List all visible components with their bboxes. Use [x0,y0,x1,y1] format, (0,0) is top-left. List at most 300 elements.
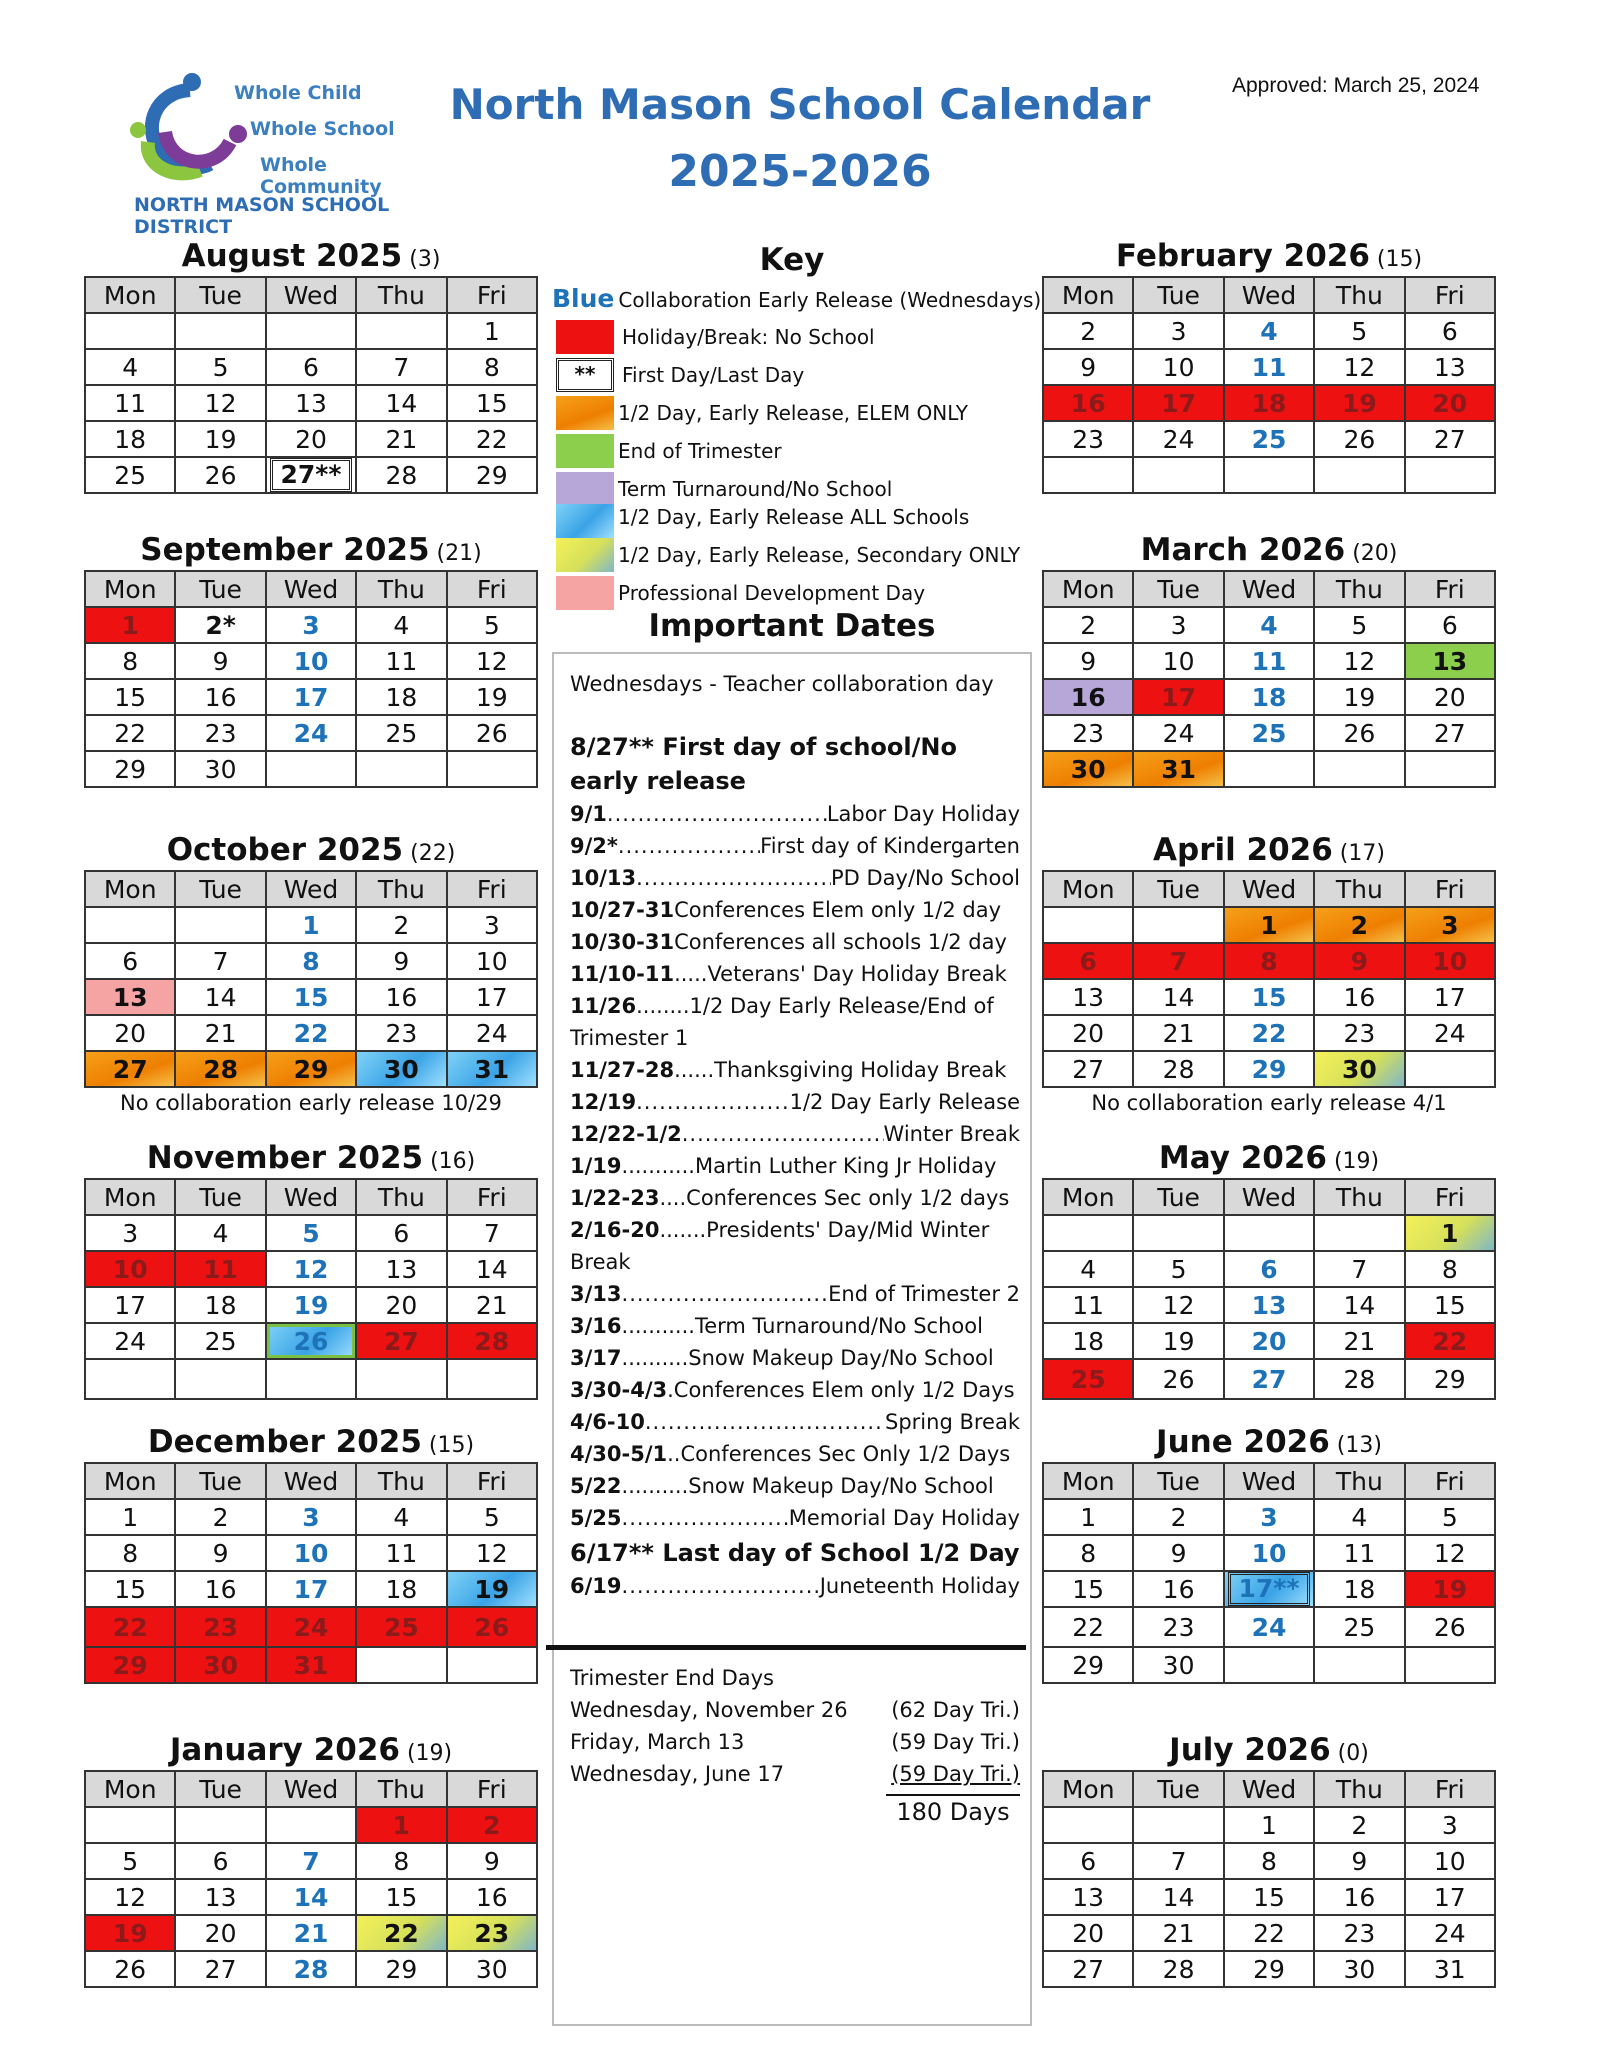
month-oct [84,830,538,1118]
day-cell: 2 [447,1807,537,1843]
month-title [84,530,538,570]
week-row [85,943,537,979]
day-cell: 11 [175,1251,265,1287]
school-day-count: (3) [402,247,441,272]
day-cell: 2 [1314,907,1404,943]
day-cell: 21 [447,1287,537,1323]
weekday-header: Tue [1133,871,1223,907]
day-cell: 16 [1314,1879,1404,1915]
day-cell: 30 [175,751,265,787]
day-cell: 27 [1405,715,1495,751]
day-cell [1043,457,1133,493]
month-title [1042,830,1496,870]
day-cell: 12 [1405,1535,1495,1571]
day-cell: 10 [266,1535,356,1571]
day-cell: 12 [447,643,537,679]
day-cell: 5 [175,349,265,385]
weekday-header: Thu [1314,871,1404,907]
day-cell: 7 [447,1215,537,1251]
key-label: 1/2 Day, Early Release, ELEM ONLY [618,401,968,425]
day-cell: 18 [1224,679,1314,715]
weekday-header: Wed [266,871,356,907]
first-last-day-marker: 17** [1228,1572,1311,1606]
day-cell: 11 [356,1535,446,1571]
day-cell: 29 [356,1951,446,1987]
day-cell: 9 [175,1535,265,1571]
month-name: January 2026 [169,1732,400,1768]
day-cell: 30 [1133,1647,1223,1683]
day-cell: 13 [1405,349,1495,385]
event-line [570,1054,1020,1086]
week-row [1043,1879,1495,1915]
day-cell: 4 [356,1499,446,1535]
page-title: North Mason School Calendar [449,80,1151,129]
month-title [1042,236,1496,276]
weekday-header: Fri [1405,1463,1495,1499]
event-date: 1/19 [570,1154,622,1178]
week-row [1043,1499,1495,1535]
weekday-header: Thu [356,571,446,607]
day-cell: 22 [356,1915,446,1951]
weekday-header: Tue [1133,277,1223,313]
day-cell: 6 [1405,607,1495,643]
day-cell: 4 [175,1215,265,1251]
day-cell: 27 [356,1323,446,1359]
week-row [1043,943,1495,979]
weekday-header: Mon [1043,1463,1133,1499]
key-label: End of Trimester [618,439,782,463]
day-cell: 30 [175,1647,265,1683]
day-cell [175,313,265,349]
week-row [85,1015,537,1051]
day-cell: 22 [85,715,175,751]
event-line [570,830,1020,862]
day-cell: 2 [175,1499,265,1535]
day-cell [1043,1807,1133,1843]
day-cell: 26 [447,715,537,751]
weekday-header: Thu [356,1463,446,1499]
day-cell: 29 [1043,1647,1133,1683]
day-cell [1133,1807,1223,1843]
school-day-count: (21) [429,541,482,566]
section-divider [546,1645,1026,1650]
event-line [570,894,1020,926]
day-cell: 5 [447,1499,537,1535]
month-jun [1042,1422,1496,1684]
event-date: 9/2* [570,834,618,858]
day-cell [85,907,175,943]
school-day-count: (19) [1326,1149,1380,1174]
day-cell: 25 [1224,421,1314,457]
day-cell: 25 [356,715,446,751]
key-swatch-green [556,434,614,468]
day-cell: 12 [1314,643,1404,679]
school-day-count: (16) [423,1149,476,1174]
day-cell: 6 [175,1843,265,1879]
month-grid [1042,1770,1496,1988]
month-grid [84,570,538,788]
weekday-header: Wed [266,571,356,607]
week-row [1043,385,1495,421]
month-grid [84,1770,538,1988]
event-line [570,1438,1020,1470]
day-cell: 29 [266,1051,356,1087]
week-row [1043,1359,1495,1399]
month-grid [84,1178,538,1400]
weekday-header: Wed [1224,571,1314,607]
day-cell: 15 [447,385,537,421]
event-line [570,1150,1020,1182]
day-cell: 2* [175,607,265,643]
day-cell: 13 [1043,979,1133,1015]
month-feb [1042,236,1496,494]
day-cell: 20 [175,1915,265,1951]
key-item-elem-half [552,394,1032,432]
day-cell [266,313,356,349]
weekday-header: Fri [447,871,537,907]
day-cell: 25 [1043,1359,1133,1399]
day-cell: 17 [1405,1879,1495,1915]
week-row [1043,1215,1495,1251]
day-cell [1224,1571,1314,1607]
important-dates-title: Important Dates [648,608,936,644]
month-nov [84,1138,538,1400]
event-text: ......Thanksgiving Holiday Break [674,1058,1007,1082]
day-cell: 29 [1224,1051,1314,1087]
day-cell: 13 [175,1879,265,1915]
event-line [570,958,1020,990]
month-name: March 2026 [1140,532,1346,568]
event-text: ...........Martin Luther King Jr Holiday [621,1154,997,1178]
day-cell: 26 [85,1951,175,1987]
week-row [85,1951,537,1987]
day-cell [1224,1647,1314,1683]
event-date: 6/19 [570,1574,622,1598]
day-cell: 8 [1043,1535,1133,1571]
day-cell: 8 [85,1535,175,1571]
event-date: 4/30-5/1 [570,1442,668,1466]
day-cell [1405,751,1495,787]
day-cell: 8 [1224,943,1314,979]
day-cell: 14 [175,979,265,1015]
day-cell: 7 [175,943,265,979]
weekday-header: Wed [266,1771,356,1807]
key-swatch-marker: ** [556,358,614,392]
school-day-count: (15) [421,1433,475,1458]
week-row [1043,1647,1495,1683]
week-row [85,979,537,1015]
day-cell [85,1807,175,1843]
day-cell: 29 [85,1647,175,1683]
event-juneteenth [570,1570,1020,1602]
day-cell: 25 [1224,715,1314,751]
weekday-header: Mon [85,1771,175,1807]
day-cell [266,1359,356,1399]
day-cell: 25 [85,457,175,493]
day-cell [175,1359,265,1399]
week-row [85,385,537,421]
weekday-header: Wed [1224,277,1314,313]
weekday-header: Wed [266,1463,356,1499]
day-cell: 4 [1314,1499,1404,1535]
week-row [85,1215,537,1251]
event-date: 11/27-28 [570,1058,675,1082]
month-name: August 2025 [181,238,403,274]
event-date: 3/13 [570,1282,622,1306]
event-line [570,798,1020,830]
day-cell: 5 [1314,607,1404,643]
event-date: 3/16 [570,1314,622,1338]
week-row [85,1499,537,1535]
key-label: Professional Development Day [618,581,926,605]
key-swatch-red [556,320,614,354]
day-cell: 13 [1043,1879,1133,1915]
day-cell: 22 [447,421,537,457]
total-days: 180 Days [886,1794,1020,1826]
day-cell: 16 [175,1571,265,1607]
key-item-collaboration [552,280,1042,318]
event-text: Memorial Day Holiday [788,1506,1020,1530]
key-label: First Day/Last Day [622,363,805,387]
weekday-header: Wed [1224,1463,1314,1499]
school-day-count: (20) [1345,541,1398,566]
month-name: April 2026 [1153,832,1333,868]
day-cell: 8 [447,349,537,385]
weekday-header: Wed [1224,871,1314,907]
event-text: PD Day/No School [831,866,1020,890]
day-cell [1224,751,1314,787]
day-cell: 15 [1224,1879,1314,1915]
week-row [85,607,537,643]
day-cell: 8 [1405,1251,1495,1287]
day-cell: 3 [1405,907,1495,943]
weekday-header: Tue [175,277,265,313]
day-cell: 27 [1405,421,1495,457]
day-cell: 22 [1224,1015,1314,1051]
day-cell: 6 [356,1215,446,1251]
day-cell: 1 [1224,907,1314,943]
day-cell: 23 [1314,1915,1404,1951]
weekday-header: Mon [85,1179,175,1215]
event-text: 1/2 Day Early Release [789,1090,1020,1114]
day-cell: 19 [447,679,537,715]
day-cell [447,1647,537,1683]
week-row [85,1807,537,1843]
weekday-header: Thu [1314,1463,1404,1499]
month-grid [1042,276,1496,494]
school-day-count: (19) [399,1741,453,1766]
event-date: 12/19 [570,1090,637,1114]
key-label: 1/2 Day, Early Release, Secondary ONLY [618,543,1021,567]
key-label: Term Turnaround/No School [618,477,893,501]
weekday-header: Mon [85,277,175,313]
day-cell: 23 [447,1915,537,1951]
month-grid [84,1462,538,1684]
day-cell: 12 [447,1535,537,1571]
last-day-line: 6/17** Last day of School 1/2 Day [570,1539,1020,1567]
month-jan [84,1730,538,1988]
week-row [85,751,537,787]
day-cell [356,313,446,349]
week-row [85,313,537,349]
week-row [1043,715,1495,751]
day-cell: 9 [1133,1535,1223,1571]
weekday-header: Tue [175,1179,265,1215]
day-cell: 3 [85,1215,175,1251]
week-row [1043,1535,1495,1571]
day-cell: 3 [1405,1807,1495,1843]
day-cell: 1 [356,1807,446,1843]
school-day-count: (17) [1332,841,1385,866]
day-cell: 20 [266,421,356,457]
day-cell: 23 [175,1607,265,1647]
day-cell: 1 [1224,1807,1314,1843]
day-cell [1224,457,1314,493]
month-title [1042,1730,1496,1770]
weekday-header: Thu [1314,1179,1404,1215]
month-jul [1042,1730,1496,1988]
day-cell: 3 [1224,1499,1314,1535]
month-sep [84,530,538,788]
week-row [85,1251,537,1287]
day-cell: 26 [1405,1607,1495,1647]
key-title: Key [759,242,825,278]
key-item-secondary-half [552,536,1032,574]
event-date: 10/30-31 [570,930,675,954]
day-cell: 17 [266,679,356,715]
event-text: Labor Day Holiday [826,802,1020,826]
day-cell: 6 [1405,313,1495,349]
day-cell: 15 [1405,1287,1495,1323]
day-cell: 29 [1224,1951,1314,1987]
day-cell: 27 [1043,1951,1133,1987]
event-text: Winter Break [883,1122,1020,1146]
weekday-header: Thu [356,1771,446,1807]
day-cell: 7 [266,1843,356,1879]
month-name: December 2025 [147,1424,422,1460]
day-cell: 18 [85,421,175,457]
week-row [1043,313,1495,349]
day-cell: 21 [1133,1915,1223,1951]
key-item-pd [552,574,1032,612]
day-cell: 17 [266,1571,356,1607]
day-cell: 20 [1043,1015,1133,1051]
day-cell: 1 [1405,1215,1495,1251]
month-name: October 2025 [166,832,404,868]
event-text: End of Trimester 2 [828,1282,1020,1306]
weekday-header: Thu [356,277,446,313]
event-text: ........1/2 Day Early Release/End of Trimester 1 [570,994,994,1050]
day-cell: 13 [1224,1287,1314,1323]
day-cell: 15 [85,679,175,715]
day-cell: 6 [266,349,356,385]
day-cell [356,751,446,787]
day-cell: 13 [266,385,356,421]
event-line [570,1406,1020,1438]
week-row [1043,457,1495,493]
day-cell: 10 [1224,1535,1314,1571]
month-title [84,1730,538,1770]
day-cell: 6 [1043,943,1133,979]
month-grid [1042,570,1496,788]
day-cell: 11 [356,643,446,679]
event-date: 3/17 [570,1346,622,1370]
day-cell [266,1807,356,1843]
trimester-row [570,1758,1020,1790]
day-cell: 24 [266,1607,356,1647]
trimester-row [570,1694,1020,1726]
day-cell: 16 [1043,679,1133,715]
day-cell: 1 [266,907,356,943]
week-row [85,1287,537,1323]
day-cell [356,1647,446,1683]
key-item-first-last-day [552,356,1032,394]
day-cell: 24 [266,715,356,751]
month-grid [84,870,538,1088]
trimester-days: (62 Day Tri.) [891,1698,1020,1722]
month-title [84,1422,538,1462]
day-cell: 15 [266,979,356,1015]
month-name: February 2026 [1115,238,1370,274]
event-text: Conferences Elem only 1/2 day [674,898,1002,922]
school-day-count: (0) [1330,1741,1369,1766]
day-cell: 7 [1133,1843,1223,1879]
day-cell: 24 [85,1323,175,1359]
day-cell: 17 [1133,679,1223,715]
intro-line: Wednesdays - Teacher collaboration day [570,672,994,696]
weekday-header: Fri [1405,1771,1495,1807]
event-date: 3/30-4/3 [570,1378,668,1402]
day-cell: 24 [1133,715,1223,751]
day-cell: 12 [1133,1287,1223,1323]
day-cell: 30 [447,1951,537,1987]
day-cell [1133,907,1223,943]
day-cell: 19 [85,1915,175,1951]
day-cell [447,751,537,787]
week-row [85,643,537,679]
day-cell: 21 [175,1015,265,1051]
day-cell: 1 [85,607,175,643]
event-line [570,1086,1020,1118]
important-dates-list [570,668,1020,1602]
weekday-header: Mon [85,1463,175,1499]
weekday-header: Tue [175,1463,265,1499]
month-title [1042,1138,1496,1178]
event-text: Conferences all schools 1/2 day [674,930,1007,954]
month-title [1042,1422,1496,1462]
day-cell: 4 [1224,607,1314,643]
day-cell: 20 [1043,1915,1133,1951]
day-cell: 2 [1314,1807,1404,1843]
day-cell: 19 [266,1287,356,1323]
day-cell: 24 [1224,1607,1314,1647]
event-date: 5/22 [570,1474,622,1498]
day-cell: 31 [1405,1951,1495,1987]
day-cell: 3 [266,1499,356,1535]
day-cell: 25 [1314,1607,1404,1647]
week-row [85,1879,537,1915]
month-grid [1042,1462,1496,1684]
day-cell: 26 [175,457,265,493]
month-apr [1042,830,1496,1118]
week-row [85,1915,537,1951]
key-label: 1/2 Day, Early Release ALL Schools [618,505,970,529]
school-day-count: (13) [1329,1433,1382,1458]
legend-key [552,240,1042,612]
three-people-circle-logo-icon [130,72,250,182]
event-line [570,1310,1020,1342]
event-line [570,1342,1020,1374]
